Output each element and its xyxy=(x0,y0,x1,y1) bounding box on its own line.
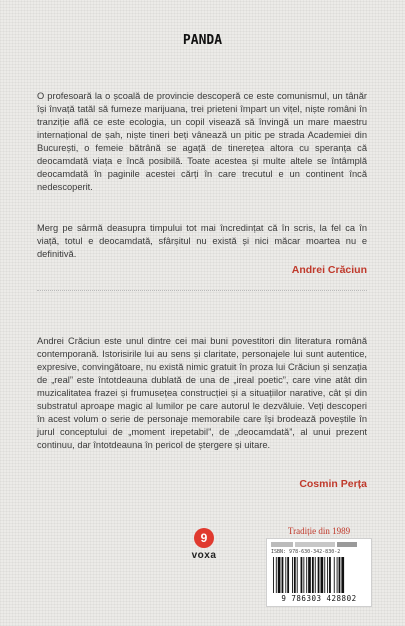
voxa-logo-icon: 9 xyxy=(194,528,214,548)
reviewer-signature: Cosmin Perța xyxy=(299,478,367,490)
publisher-brand xyxy=(190,528,218,561)
barcode-icon xyxy=(271,557,367,593)
author-signature: Andrei Crăciun xyxy=(291,264,367,276)
blurb-text-1: O profesoară la o școală de provincie descoperă ce este comunismul, un tânăr își învață tatăl să fumeze marijuana, trei prieteni împart un vițel, niște români în tranziție află ce este ecologia, un copil visează să învingă un mare maestru internațional de șah, niște tineri beți vânează un pitic pe strada Academiei din București, o femeie bătrână se agață de tinerețea altora cu speranța că deocamdată viața e încă posibilă. Toate acestea și multe altele se întâmplă deocamdată în paginile acestei cărți în care trecutul e un continent încă nedescoperit. xyxy=(37,91,367,192)
publisher-logo: PANDA xyxy=(182,33,223,48)
blurb-paragraph-1 xyxy=(37,90,367,194)
price-label-strip xyxy=(271,542,367,547)
isbn-line: ISBN: 978-630-342-830-2 xyxy=(271,549,341,555)
barcode-area xyxy=(266,526,372,607)
tradition-label: Tradiție din 1989 xyxy=(287,526,351,536)
section-divider xyxy=(37,290,367,291)
barcode-digits: 9 786303 428802 xyxy=(281,594,357,603)
blurb-text-2: Merg pe sârmă deasupra timpului tot mai încredințat că în scris, la fel ca în viață, totul e deocamdată, sfârșitul nu există și nici măcar moartea nu e definitivă. xyxy=(37,223,367,259)
review-text: Andrei Crăciun este unul dintre cei mai buni povestitori din literatura română contemporană. Istorisirile lui au sens și claritate, personajele lui sunt autentice, expresive, convingătoare, nu există nimic gratuit în proza lui Crăciun și senzația de „real” este întotdeauna dublată de una de „ireal poetic”, care vine atât din muzicalitatea frazei și frumusețea construcției și a situațiilor narative, cât și din substratul aproape magic al lumilor pe care autorul le dezvăluie. Veți descoperi în acest volum o serie de personaje memorabile care își brodează poveștile în jurul conceptului de „moment irepetabil”, de „deocamdată”, al unui prezent continuu, dar întotdeauna în pericol de ștergere și uitare. xyxy=(37,336,367,450)
review-paragraph xyxy=(37,335,367,452)
barcode-box xyxy=(266,538,372,607)
blurb-paragraph-2 xyxy=(37,222,367,261)
publisher-name: voxa xyxy=(191,550,217,561)
